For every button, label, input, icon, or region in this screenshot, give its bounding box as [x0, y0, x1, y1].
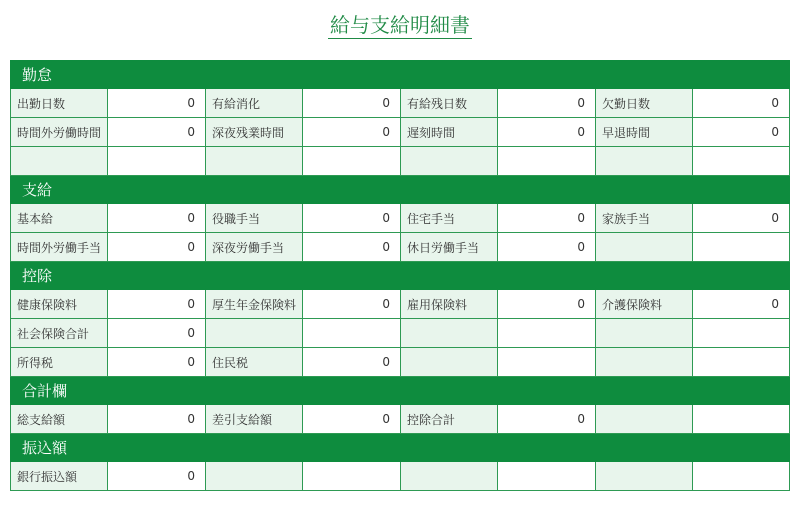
field-value: 0 — [303, 290, 401, 319]
field-value: 0 — [498, 405, 596, 434]
payslip-body — [11, 61, 790, 491]
section-header-row — [11, 377, 790, 405]
field-value: 0 — [108, 118, 206, 147]
field-label — [596, 462, 693, 491]
field-label — [401, 462, 498, 491]
section-title: 振込額 — [11, 434, 790, 462]
field-label — [596, 405, 693, 434]
field-label: 有給残日数 — [401, 89, 498, 118]
section-title: 控除 — [11, 262, 790, 290]
section-title: 支給 — [11, 176, 790, 204]
table-row — [11, 462, 790, 491]
field-value — [303, 462, 401, 491]
field-label: 出勤日数 — [11, 89, 108, 118]
field-value: 0 — [303, 204, 401, 233]
field-value — [693, 319, 790, 348]
field-label — [401, 348, 498, 377]
field-value: 0 — [498, 233, 596, 262]
field-value — [693, 233, 790, 262]
field-value — [303, 319, 401, 348]
field-value — [498, 319, 596, 348]
field-label — [206, 462, 303, 491]
field-label: 社会保険合計 — [11, 319, 108, 348]
section-header-row — [11, 434, 790, 462]
field-label — [596, 147, 693, 176]
field-value: 0 — [303, 405, 401, 434]
field-value: 0 — [498, 89, 596, 118]
section-header-row — [11, 61, 790, 89]
payslip-table — [10, 60, 790, 491]
field-value — [693, 405, 790, 434]
field-label: 深夜残業時間 — [206, 118, 303, 147]
table-row — [11, 319, 790, 348]
field-label: 有給消化 — [206, 89, 303, 118]
field-value: 0 — [303, 118, 401, 147]
field-value — [498, 147, 596, 176]
section-title: 合計欄 — [11, 377, 790, 405]
field-label — [401, 319, 498, 348]
field-label: 時間外労働手当 — [11, 233, 108, 262]
field-label: 基本給 — [11, 204, 108, 233]
field-value — [498, 348, 596, 377]
field-label: 差引支給額 — [206, 405, 303, 434]
field-value: 0 — [498, 290, 596, 319]
field-label: 雇用保険料 — [401, 290, 498, 319]
field-label — [596, 319, 693, 348]
table-row — [11, 89, 790, 118]
section-title: 勤怠 — [11, 61, 790, 89]
table-row — [11, 204, 790, 233]
field-label — [401, 147, 498, 176]
field-value: 0 — [108, 204, 206, 233]
field-value: 0 — [108, 319, 206, 348]
field-value: 0 — [303, 89, 401, 118]
field-label: 欠勤日数 — [596, 89, 693, 118]
field-label: 役職手当 — [206, 204, 303, 233]
field-label — [596, 348, 693, 377]
field-value: 0 — [108, 462, 206, 491]
field-value: 0 — [498, 204, 596, 233]
field-value: 0 — [693, 118, 790, 147]
field-value — [693, 147, 790, 176]
field-value — [108, 147, 206, 176]
table-row — [11, 233, 790, 262]
field-value: 0 — [108, 89, 206, 118]
field-value — [498, 462, 596, 491]
field-label: 総支給額 — [11, 405, 108, 434]
field-value — [303, 147, 401, 176]
document-title — [0, 8, 800, 42]
field-label — [596, 233, 693, 262]
field-value: 0 — [693, 290, 790, 319]
field-label — [11, 147, 108, 176]
field-value: 0 — [108, 348, 206, 377]
field-value — [693, 348, 790, 377]
field-label: 時間外労働時間 — [11, 118, 108, 147]
field-value: 0 — [693, 89, 790, 118]
field-label: 深夜労働手当 — [206, 233, 303, 262]
table-row — [11, 348, 790, 377]
field-label: 介護保険料 — [596, 290, 693, 319]
field-value: 0 — [108, 290, 206, 319]
field-label: 所得税 — [11, 348, 108, 377]
field-label: 厚生年金保険料 — [206, 290, 303, 319]
field-label: 住民税 — [206, 348, 303, 377]
field-value: 0 — [693, 204, 790, 233]
field-value: 0 — [108, 405, 206, 434]
field-value: 0 — [108, 233, 206, 262]
field-label: 早退時間 — [596, 118, 693, 147]
field-label: 控除合計 — [401, 405, 498, 434]
section-header-row — [11, 176, 790, 204]
field-label: 遅刻時間 — [401, 118, 498, 147]
field-label: 家族手当 — [596, 204, 693, 233]
field-label: 住宅手当 — [401, 204, 498, 233]
table-row — [11, 290, 790, 319]
table-row — [11, 147, 790, 176]
table-row — [11, 405, 790, 434]
table-row — [11, 118, 790, 147]
document-title-text: 給与支給明細書 — [330, 13, 470, 37]
field-label: 銀行振込額 — [11, 462, 108, 491]
field-label: 健康保険料 — [11, 290, 108, 319]
field-value — [693, 462, 790, 491]
field-value: 0 — [498, 118, 596, 147]
section-header-row — [11, 262, 790, 290]
field-label: 休日労働手当 — [401, 233, 498, 262]
field-value: 0 — [303, 348, 401, 377]
field-label — [206, 319, 303, 348]
field-label — [206, 147, 303, 176]
field-value: 0 — [303, 233, 401, 262]
